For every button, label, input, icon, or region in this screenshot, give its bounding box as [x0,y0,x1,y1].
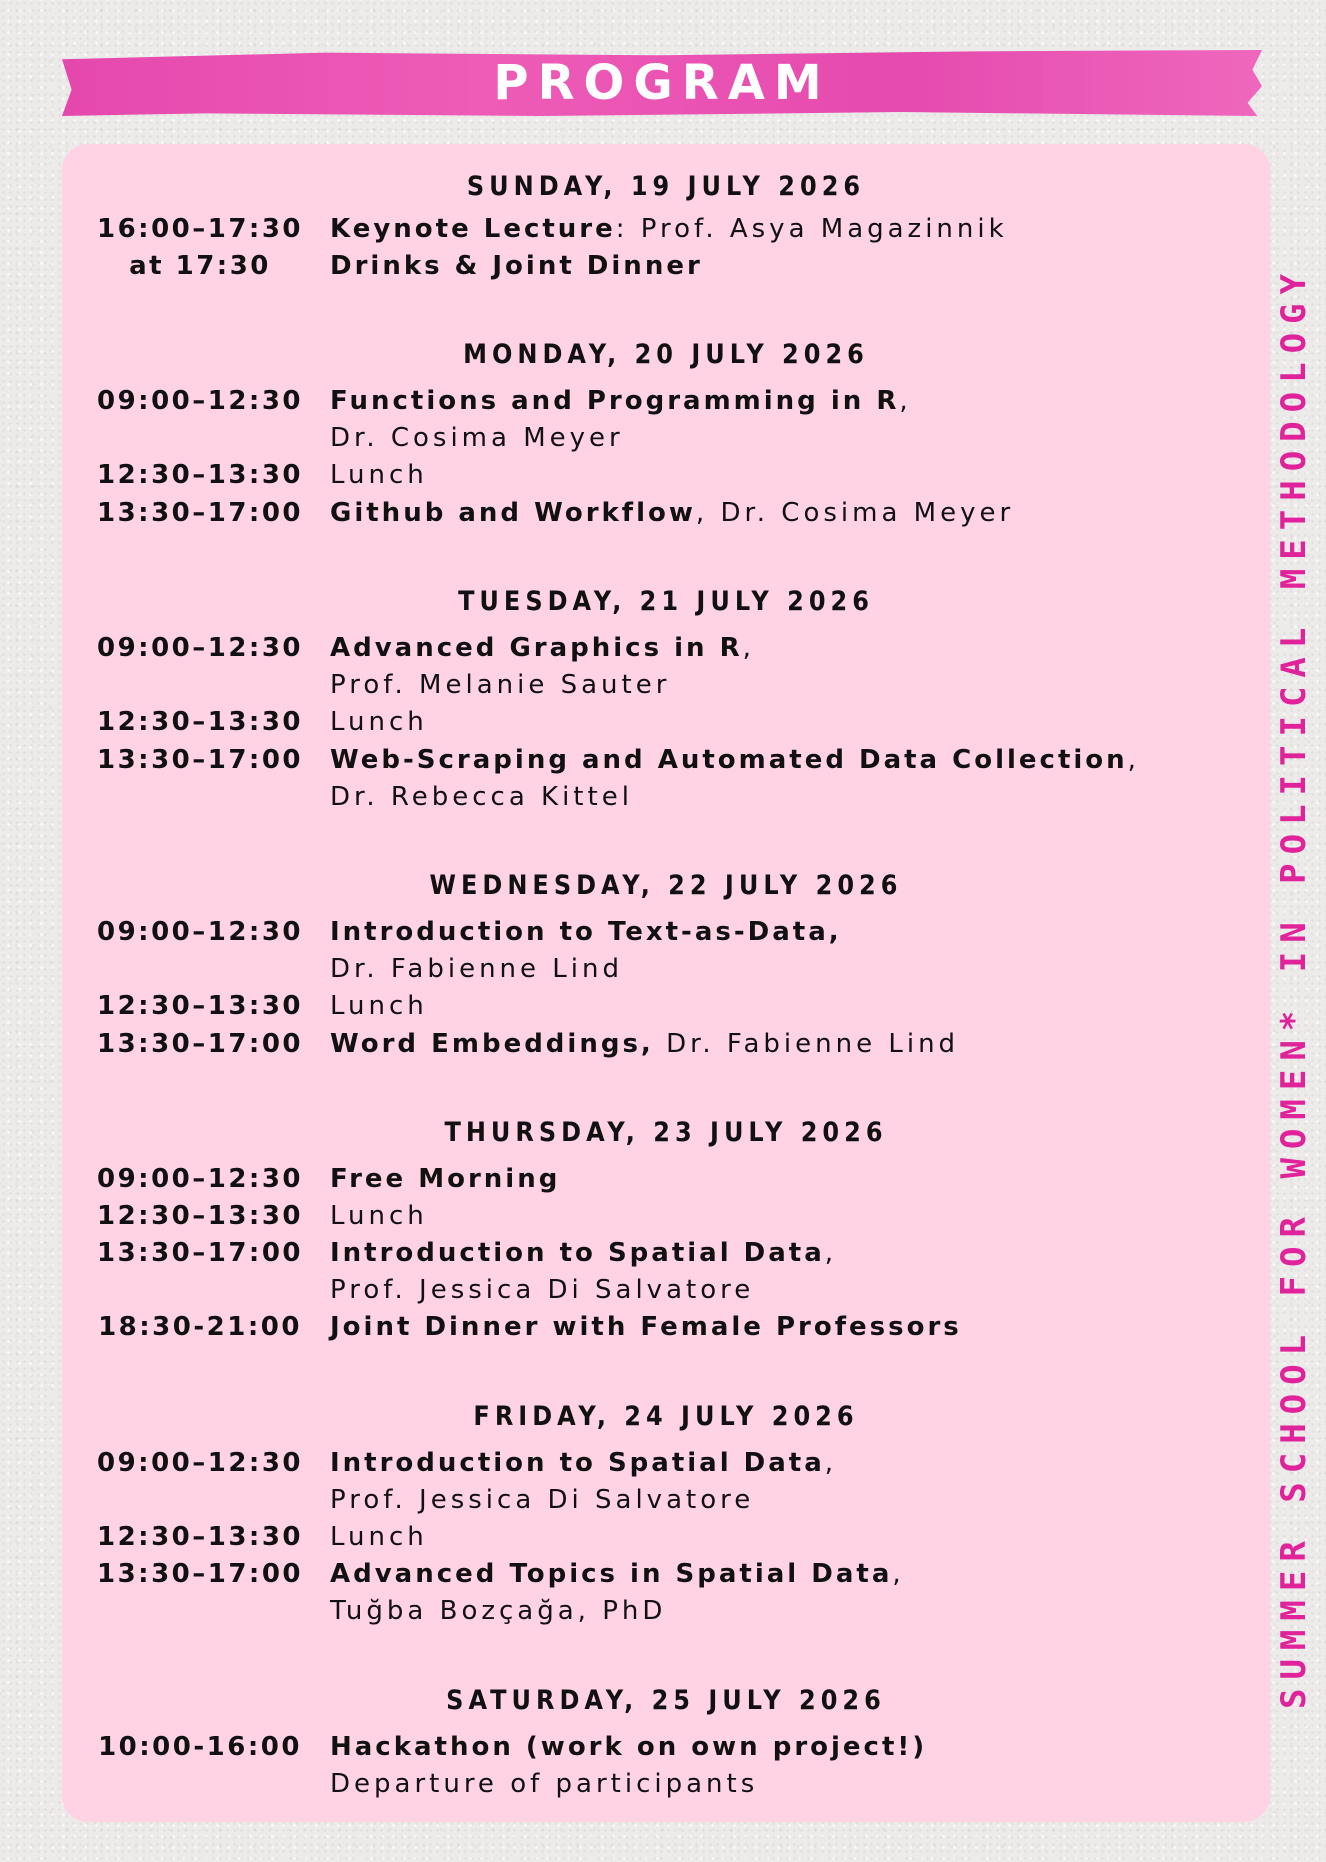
session-detail: , Dr. Cosima Meyer [695,498,1015,528]
session-speaker: Dr. Rebecca Kittel [330,782,633,812]
session-bold: Github and Workflow [330,498,696,528]
session-detail: Dr. Fabienne Lind [653,1029,960,1059]
session-title [330,1561,905,1587]
session-time: 09:00–12:30 [96,386,304,416]
session-bold: Joint Dinner with Female Professors [330,1312,962,1342]
session-title [330,1240,837,1266]
session-bold: Free Morning [330,1164,561,1194]
session-speaker: Dr. Cosima Meyer [330,423,624,453]
session-time: 12:30–13:30 [96,460,304,490]
day-heading: SUNDAY, 19 JULY 2026 [466,170,866,202]
session-time: 12:30–13:30 [96,707,304,737]
session-title [330,216,1008,242]
session-title [330,1450,837,1476]
session-title: Lunch [330,460,428,490]
session-time: 09:00–12:30 [96,633,304,663]
session-detail: , [742,633,755,663]
day-heading: TUESDAY, 21 JULY 2026 [458,585,874,617]
session-bold: Advanced Topics in Spatial Data [330,1559,893,1589]
session-bold: Hackathon (work on own project!) [330,1732,928,1762]
session-time: 12:30–13:30 [96,1522,304,1552]
day-heading: MONDAY, 20 JULY 2026 [463,338,869,370]
session-title: Lunch [330,1201,428,1231]
session-time: 13:30–17:00 [96,498,304,528]
session-bold: Keynote Lecture [330,214,616,244]
session-time: 09:00–12:30 [96,917,304,947]
session-time: 13:30–17:00 [96,1238,304,1268]
session-detail: , [1127,745,1140,775]
side-title: SUMMER SCHOOL FOR WOMEN* IN POLITICAL METHODOLOGY [1274,264,1314,1710]
session-detail: , [824,1238,838,1268]
session-bold: Introduction to Text-as-Data, [330,917,842,947]
session-title [330,919,842,945]
session-title [330,1314,962,1340]
session-detail: : Prof. Asya Magazinnik [615,214,1008,244]
session-speaker: Prof. Melanie Sauter [330,670,671,700]
session-bold: Introduction to Spatial Data [330,1448,825,1478]
session-title: Lunch [330,707,428,737]
session-title [330,388,912,414]
session-time: 13:30–17:00 [96,1029,304,1059]
session-time: 16:00–17:30 [96,214,304,244]
page-title: PROGRAM [493,55,831,111]
session-speaker: Tuğba Bozçağa, PhD [330,1596,667,1626]
session-time: 09:00–12:30 [96,1164,304,1194]
session-time: 18:30-21:00 [98,1312,302,1342]
session-title [330,500,1014,526]
session-bold: Functions and Programming in R [330,386,900,416]
session-speaker: Dr. Fabienne Lind [330,954,623,984]
session-title: Lunch [330,1522,428,1552]
day-heading: WEDNESDAY, 22 JULY 2026 [429,869,903,901]
session-title: Lunch [330,991,428,1021]
session-time: 10:00-16:00 [98,1732,302,1762]
session-detail: , [824,1448,838,1478]
session-time: 12:30–13:30 [96,1201,304,1231]
session-speaker: Prof. Jessica Di Salvatore [330,1275,755,1305]
session-time: 13:30–17:00 [96,1559,304,1589]
session-title [330,253,703,279]
session-time: 13:30–17:00 [96,745,304,775]
session-time: 12:30–13:30 [96,991,304,1021]
session-detail: , [892,1559,905,1589]
session-speaker: Prof. Jessica Di Salvatore [330,1485,755,1515]
session-detail: , [899,386,912,416]
session-title [330,1031,959,1057]
session-bold: Drinks & Joint Dinner [330,251,703,281]
day-heading: THURSDAY, 23 JULY 2026 [444,1116,888,1148]
session-bold: Word Embeddings, [330,1029,654,1059]
session-title [330,1734,927,1760]
day-heading: FRIDAY, 24 JULY 2026 [473,1400,859,1432]
session-title [330,1166,560,1192]
session-bold: Advanced Graphics in R [330,633,743,663]
session-title [330,635,755,661]
day-heading: SATURDAY, 25 JULY 2026 [446,1684,886,1716]
session-time: 09:00–12:30 [96,1448,304,1478]
session-bold: Web-Scraping and Automated Data Collection [330,745,1128,775]
session-title [330,747,1140,773]
session-bold: Introduction to Spatial Data [330,1238,825,1268]
session-time: at 17:30 [129,251,271,281]
session-note: Departure of participants [330,1769,759,1799]
